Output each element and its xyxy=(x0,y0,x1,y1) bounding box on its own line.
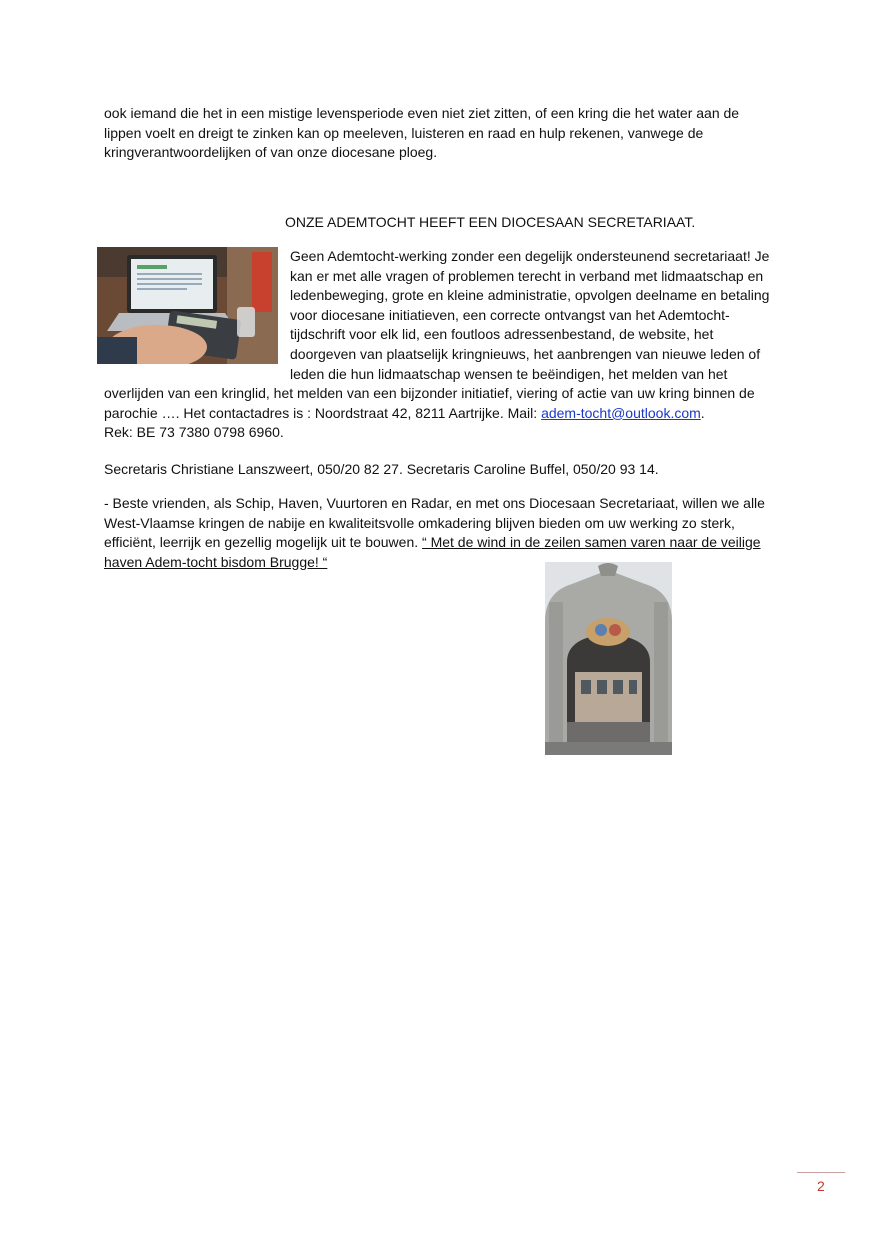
mail-period: . xyxy=(700,404,705,421)
closing-text: - Beste vrienden, als Schip, Haven, Vuurtoren en Radar, en met ons Diocesaan Secretariaat, willen we alle West-Vlaamse kringen de nabije en kwaliteitsvolle omkadering blijven bieden om uw werking zo sterk, efficiënt, leerrijk en gezellig mogelijk uit te bouwen. xyxy=(104,495,765,551)
secretariat-paragraph xyxy=(104,247,772,443)
secretariat-text: Geen Ademtocht-werking zonder een degelijk ondersteunend secretariaat! Je kan er met alle vragen of problemen terecht in verband met lidmaatschap en ledenbeweging, grote en kleine administratie, opvolgen deelname en betaling voor diocesane initiatieven, een correcte ontvangst van het Ademtocht- tijdschrift voor elk lid, een foutloos adressenbestand, de website, het doorgeven van plaatselijk kringnieuws, het aanbrengen van nieuwe leden of leden die hun lidmaatschap wensen te beëindigen, het melden van het overlijden van een kringlid, het melden van een bijzonder initiatief, viering of actie van uw kring binnen de parochie …. Het contactadres is : Noordstraat 42, 8211 Aartrijke. Mail: xyxy=(104,248,770,421)
stone-gate-photo xyxy=(545,562,672,755)
intro-paragraph: ook iemand die het in een mistige levensperiode even niet ziet zitten, of een kring die het water aan de lippen voelt en dreigt te zinken kan op meeleven, luisteren en raad en hulp rekenen, vanwege de kringverantwoordelijken of van onze diocesane ploeg. xyxy=(104,105,740,161)
closing-paragraph xyxy=(104,494,772,572)
closing-quote: “ Met de wind in de zeilen samen varen naar de veilige haven Adem-tocht bisdom Brugge! “ xyxy=(104,534,761,570)
email-link[interactable]: adem-tocht@outlook.com xyxy=(541,404,701,421)
section-heading: ONZE ADEMTOCHT HEEFT EEN DIOCESAAN SECRETARIAAT. xyxy=(285,214,696,230)
laptop-calculator-photo xyxy=(97,247,278,364)
page-number: 2 xyxy=(817,1178,825,1194)
footer-divider xyxy=(797,1172,845,1173)
secretaries-line: Secretaris Christiane Lanszweert, 050/20 82 27. Secretaris Caroline Buffel, 050/20 93 14. xyxy=(104,461,659,477)
bank-account: Rek: BE 73 7380 0798 6960. xyxy=(104,424,284,441)
